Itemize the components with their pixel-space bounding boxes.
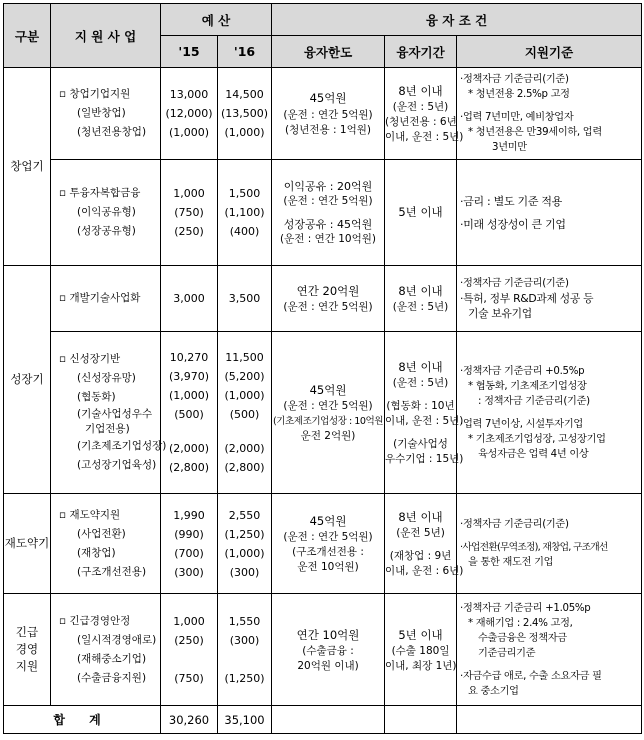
budget-value: (1,000) [168,126,210,139]
program-sub: (기술사업성우수 [77,408,153,420]
category-emergency-line: 경영 [15,642,39,656]
budget-15-cell [161,332,218,494]
period-text: (청년전용 : 6년 [385,116,457,128]
criteria-text: 을 통한 재도전 기업 [468,557,554,568]
budget-value: 1,000 [173,614,205,628]
period-text: 이내, 최장 1년) [385,659,457,672]
limit-text: (운전 : 연간 5억원) [283,109,373,121]
loan-program-table [3,3,642,734]
period-cell [385,494,464,594]
budget-16-cell [218,68,272,160]
budget-value: (1,000) [168,389,210,402]
budget-16-cell [218,332,272,494]
program-title: ▫ 신성장기반 [59,353,121,365]
category-startup: 창업기 [4,68,51,266]
budget-value: (1,000) [224,126,265,139]
header-criteria: 지원기준 [457,36,642,68]
category-relaunch: 재도약기 [4,494,51,594]
limit-text: (구조개선전용 : [292,546,364,558]
program-sub: (기초제조기업성장) [77,440,167,452]
criteria-text: ·금리 : 별도 기준 적용 [460,194,563,208]
period-text: 5년 이내 [398,627,443,642]
budget-value: 1,550 [228,614,261,628]
header-program: 지 원 사 업 [51,4,161,68]
total-15: 30,260 [161,706,218,734]
criteria-cell [457,332,642,494]
total-row [4,706,642,734]
total-label: 합 계 [4,706,161,734]
limit-text: 45억원 [309,514,347,528]
program-sub: (이익공유형) [77,206,136,218]
criteria-cell [457,68,642,160]
period-text: 이내, 운전 : 5년) [385,131,464,143]
limit-cell [272,594,385,706]
program-cell [51,266,161,332]
criteria-text: ·미래 성장성이 큰 기업 [460,217,566,231]
criteria-text: 요 중소기업 [468,685,519,697]
program-sub: (일반창업) [77,107,126,119]
table-row [4,494,642,594]
budget-value: (3,970) [168,370,210,383]
criteria-text: ·정책자금 기준금리(기준) [460,278,569,289]
budget-value: (12,000) [165,107,213,120]
limit-text: (수출금융 : [302,644,354,657]
program-title: ▫ 개발기술사업화 [59,292,141,304]
table-row [4,160,642,266]
program-title: ▫ 긴급경영안정 [59,614,131,627]
period-cell [385,266,457,332]
program-cell [51,68,161,160]
period-text: 8년 이내 [398,84,443,98]
budget-value: (250) [174,225,204,238]
period-text: (재창업 : 9년 [389,550,452,562]
program-title: ▫ 투융자복합금융 [59,187,141,199]
criteria-text: ·업력 7년이상, 시설투자기업 [460,418,583,430]
criteria-text: * 청년전용은 만39세이하, 업력 [468,127,602,138]
table-row [4,266,642,332]
header-category: 구분 [4,4,51,68]
budget-value: (2,800) [168,461,210,474]
budget-value: 10,270 [169,351,209,364]
limit-text: (운전 : 연간 5억원) [283,400,373,412]
criteria-cell [457,160,642,266]
budget-value: (250) [174,633,204,647]
budget-value: (700) [174,546,204,560]
limit-text: (기초제조기업성장 : 10억원 [273,416,383,427]
category-emergency-line: 지원 [15,659,39,673]
budget-16-cell [218,266,272,332]
period-text: (운전 : 5년) [392,101,449,113]
table-row [4,68,642,160]
limit-text: 운전 2억원) [300,430,356,442]
limit-text: 성장공유 : 45억원 [283,217,373,231]
limit-text: (운전 : 연간 5억원) [283,194,373,207]
period-cell [385,332,464,494]
program-sub: (사업전환) [77,527,126,540]
period-text: (수출 180일 [391,644,450,657]
total-empty-cell [385,706,457,734]
budget-value: (300) [174,565,204,579]
criteria-text: * 협동화, 기초제조기업성장 [468,380,587,392]
budget-value: (500) [174,408,204,421]
budget-value: 1,990 [173,508,205,522]
header-year-16: '16 [218,36,272,68]
budget-value: (1,250) [224,671,265,685]
budget-value: (1,000) [224,546,265,560]
table-row [4,594,642,706]
budget-value: 13,000 [169,88,209,101]
period-text: 8년 이내 [398,284,443,298]
period-text: (기술사업성 [393,438,448,450]
criteria-text: 기준금리기준 [478,647,536,659]
period-text: (운전 : 5년) [392,377,449,389]
budget-16-cell [218,594,272,706]
budget-15-cell [161,68,218,160]
header-budget: 예 산 [161,4,272,36]
budget-value: (1,000) [224,389,265,402]
criteria-text: ·정책자금 기준금리(기준) [460,519,569,530]
budget-value: (2,000) [168,442,210,455]
limit-text: 운전 10억원) [297,561,359,573]
limit-text: 45억원 [309,91,347,105]
program-sub: (협동화) [77,391,116,403]
budget-value: (750) [174,206,204,219]
budget-value: (990) [174,527,204,541]
limit-cell [272,332,385,494]
criteria-text: : 정책자금 기준금리(기준) [478,395,590,407]
period-text: (운전 : 5년) [392,301,449,313]
criteria-text: ·특허, 정부 R&D과제 성공 등 [460,292,594,305]
period-cell [385,594,457,706]
period-text: 8년 이내 [398,510,443,524]
budget-value: 3,500 [228,292,261,305]
criteria-text: 기술 보유기업 [468,307,532,320]
budget-value: (500) [229,408,260,421]
program-sub: (고성장기업육성) [77,459,157,471]
budget-15-cell [161,494,218,594]
category-emergency-line: 긴급 [15,625,39,639]
program-sub: (재창업) [77,546,116,559]
period-text: 5년 이내 [398,205,443,219]
period-cell [385,160,457,266]
budget-value: 11,500 [225,351,264,364]
program-sub: 기업전용) [85,423,130,435]
budget-value: 2,550 [228,508,261,522]
header-year-15: '15 [161,36,218,68]
program-cell [51,332,167,494]
total-empty-cell [272,706,385,734]
criteria-text: ·정책자금 기준금리(기준) [460,74,569,85]
criteria-text: 수출금융은 정책자금 [478,632,567,644]
limit-text: (청년전용 : 1억원) [285,124,371,136]
budget-value: (750) [174,671,204,685]
limit-cell [272,266,385,332]
limit-text: (운전 : 연간 10억원) [280,232,376,245]
limit-cell [272,160,385,266]
header-conditions: 융 자 조 건 [272,4,642,36]
total-16: 35,100 [218,706,272,734]
program-sub: (청년전용창업) [77,126,147,138]
program-sub: (재해중소기업) [77,652,147,665]
limit-text: 20억원 이내) [297,659,359,672]
table-row [4,332,642,494]
criteria-text: ·정책자금 기준금리 +1.05%p [460,602,591,614]
budget-value: 14,500 [225,88,264,101]
period-cell [385,68,464,160]
period-text: 이내, 운전 : 5년) [385,415,464,427]
budget-16-cell [218,494,272,594]
limit-text: 연간 10억원 [296,627,360,642]
period-text: (운전 5년) [396,527,445,539]
budget-value: (1,100) [224,206,265,219]
program-sub: (수출금융지원) [77,671,147,684]
budget-value: (2,000) [224,442,265,455]
period-text: 8년 이내 [398,360,443,374]
program-cell [51,160,161,266]
criteria-text: * 재해기업 : 2.4% 고정, [468,617,573,629]
limit-text: 연간 20억원 [296,284,360,298]
header-period: 융자기간 [385,36,457,68]
budget-15-cell [161,594,218,706]
criteria-text: * 청년전용 2.5%p 고정 [468,89,570,100]
period-text: 이내, 운전 : 6년) [385,565,464,577]
budget-value: 1,500 [228,187,261,200]
budget-16-cell [218,160,272,266]
budget-value: 3,000 [173,292,205,305]
budget-value: (13,500) [220,107,269,120]
criteria-text: ·자금수급 애로, 수출 소요자금 필 [460,670,602,682]
criteria-text: 3년미만 [492,142,527,153]
category-emergency [4,594,51,706]
program-sub: (성장공유형) [77,225,136,237]
program-cell [51,594,161,706]
limit-text: (운전 : 연간 5억원) [283,301,373,313]
budget-value: (300) [229,633,260,647]
budget-value: (300) [229,565,260,579]
budget-value: 1,000 [173,187,205,200]
budget-value: (2,800) [224,461,265,474]
program-title: ▫ 재도약지원 [59,508,121,521]
program-title: ▫ 창업기업지원 [59,88,131,100]
program-cell [51,494,161,594]
criteria-text: 육성자금은 업력 4년 이상 [478,448,589,460]
total-empty-cell [457,706,642,734]
budget-value: (5,200) [224,370,265,383]
budget-15-cell [161,266,218,332]
limit-cell [272,494,385,594]
budget-value: (1,250) [224,527,265,541]
limit-cell [272,68,385,160]
limit-text: 이익공유 : 20억원 [283,179,373,193]
budget-15-cell [161,160,218,266]
criteria-cell [457,494,642,594]
criteria-cell [457,266,642,332]
category-growth: 성장기 [4,266,51,494]
period-text: 우수기업 : 15년) [385,453,464,465]
period-text: (협동화 : 10년 [386,400,455,412]
criteria-text: ·사업전환(무역조정), 재창업, 구조개선 [460,542,608,553]
criteria-text: ·업력 7년미만, 예비창업자 [460,112,574,123]
criteria-text: ·정책자금 기준금리 +0.5%p [460,365,585,377]
program-sub: (신성장유망) [77,372,136,384]
criteria-text: * 기초제조기업성장, 고성장기업 [468,433,606,445]
limit-text: (운전 : 연간 5억원) [283,531,373,543]
limit-text: 45억원 [309,383,347,397]
program-sub: (구조개선전용) [77,565,147,578]
criteria-cell [457,594,642,706]
program-sub: (일시적경영애로) [77,633,157,646]
header-limit: 융자한도 [272,36,385,68]
budget-value: (400) [229,225,260,238]
